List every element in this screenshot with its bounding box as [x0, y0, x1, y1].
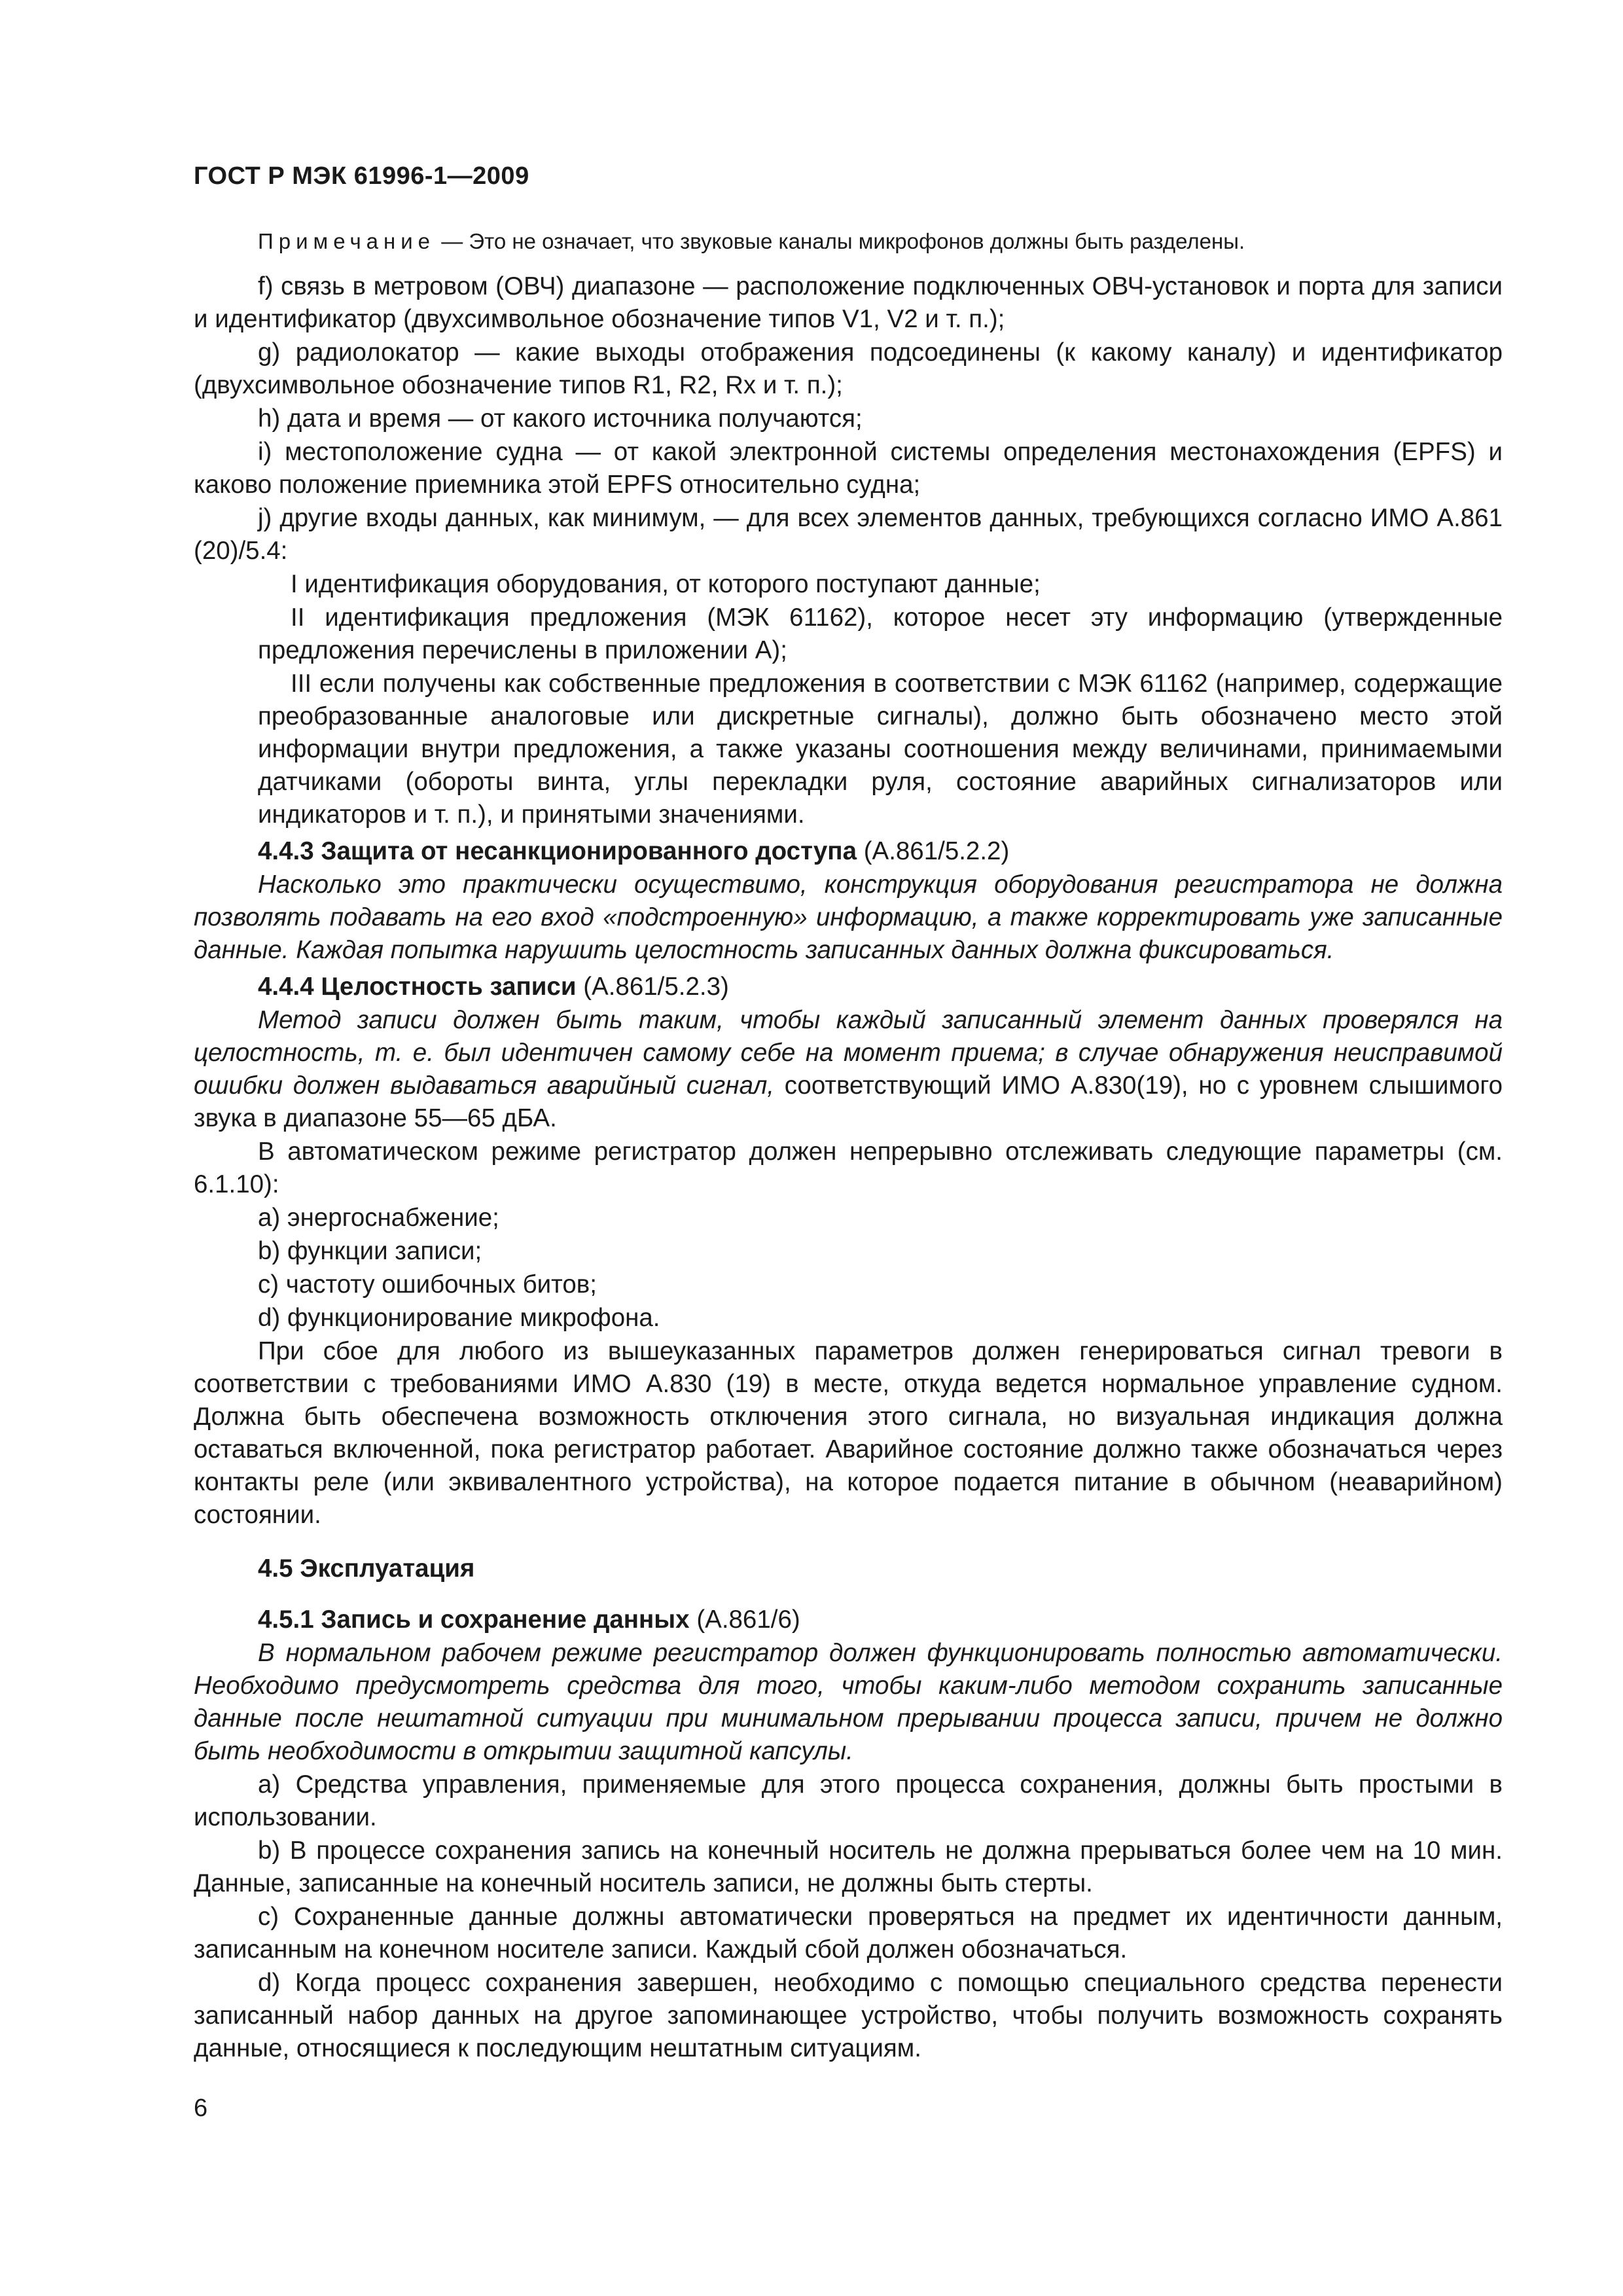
save-item-d: d) Когда процесс сохранения завершен, необходимо с помощью специального средства перенести записанный набор данных на другое запоминающее устройство, чтобы получить возможность сохранять данные, относящиеся к последующим нештатным ситуациям. [194, 1969, 1503, 2062]
section-451-heading [194, 1604, 1503, 1636]
section-451-ref: (А.861/6) [696, 1605, 800, 1634]
note-text: — Это не означает, что звуковые каналы микрофонов должны быть разделены. [441, 229, 1245, 253]
sublist-item-2: II идентификация предложения (МЭК 61162), которое несет эту информацию (утвержденные предложения перечислены в приложении А); [258, 603, 1503, 664]
save-item-c: c) Сохраненные данные должны автоматически проверяться на предмет их идентичности данным, записанным на конечном носителе записи. Каждый сбой должен обозначаться. [194, 1903, 1503, 1964]
list-item-j: j) другие входы данных, как минимум, — для всех элементов данных, требующихся согласно ИМО А.861 (20)/5.4: [194, 504, 1503, 565]
list-item-g: g) радиолокатор — какие выходы отображения подсоединены (к какому каналу) и идентификатор (двухсимвольное обозначение типов R1, R2, Rx и т. п.); [194, 338, 1503, 399]
list-item-i: i) местоположение судна — от какой электронной системы определения местонахождения (EPFS) и каково положение приемника этой EPFS относительно судна; [194, 438, 1503, 499]
note-paragraph [194, 226, 1503, 257]
section-443-text: Насколько это практически осуществимо, конструкция оборудования регистратора не должна позволять подавать на его вход «подстроенную» информацию, а также корректировать уже записанные данные. Каждая попытка нарушить целостность записанных данных должна фиксироваться. [194, 870, 1503, 964]
sublist-item-3: III если получены как собственные предложения в соответствии с МЭК 61162 (например, содержащие преобразованные аналоговые или дискретные сигналы), должно быть обозначено место этой информации внутри предложения, а также указаны соотношения между величинами, принимаемыми датчиками (обороты винта, углы перекладки руля, состояние аварийных сигнализаторов или индикаторов и т. п.), и принятыми значениями. [258, 670, 1503, 829]
param-item-c: c) частоту ошибочных битов; [258, 1270, 597, 1299]
document-body [194, 226, 1503, 2066]
page-number: 6 [194, 2094, 208, 2122]
param-item-d: d) функционирование микрофона. [258, 1304, 660, 1332]
section-444-text-normal: соответствующий ИМО А.830(19), но с уровнем слышимого звука в диапазоне 55—65 дБА. [194, 1071, 1503, 1132]
document-header: ГОСТ Р МЭК 61996-1—2009 [194, 162, 529, 190]
list-item-f: f) связь в метровом (ОВЧ) диапазоне — расположение подключенных ОВЧ-установок и порта для записи и идентификатор (двухсимвольное обозначение типов V1, V2 и т. п.); [194, 272, 1503, 333]
param-item-a: a) энергоснабжение; [258, 1204, 499, 1232]
section-45-heading [194, 1552, 1503, 1585]
save-item-b: b) В процессе сохранения запись на конечный носитель не должна прерываться более чем на 10 мин. Данные, записанные на конечный носитель записи, не должны быть стерты. [194, 1837, 1503, 1897]
section-451-text: В нормальном рабочем режиме регистратор должен функционировать полностью автоматически. Необходимо предусмотреть средства для того, чтобы каким-либо методом сохранить записанные данные после нештатной ситуации при минимальном прерывании процесса записи, причем не должно быть необходимости в открытии защитной капсулы. [194, 1639, 1503, 1765]
section-443-ref: (А.861/5.2.2) [863, 837, 1010, 865]
section-443-title: Защита от несанкционированного доступа [321, 837, 857, 865]
section-444-text [194, 1004, 1503, 1135]
section-444-auto-paragraph: В автоматическом режиме регистратор должен непрерывно отслеживать следующие параметры (см. 6.1.10): [194, 1138, 1503, 1198]
section-451-number: 4.5.1 [258, 1605, 314, 1634]
section-444-title: Целостность записи [321, 973, 577, 1001]
section-444-heading [194, 971, 1503, 1003]
note-label: Примечание [258, 229, 436, 253]
section-444-number: 4.4.4 [258, 973, 314, 1001]
section-443-heading [194, 835, 1503, 868]
section-444-failure-paragraph: При сбое для любого из вышеуказанных параметров должен генерироваться сигнал тревоги в соответствии с требованиями ИМО А.830 (19) в месте, откуда ведется нормальное управление судном. Должна быть обеспечена возможность отключения этого сигнала, но визуальная индикация должна оставаться включенной, пока регистратор работает. Аварийное состояние должно также обозначаться через контакты реле (или эквивалентного устройства), на которое подается питание в обычном (неаварийном) состоянии. [194, 1337, 1503, 1529]
param-item-b: b) функции записи; [258, 1237, 482, 1265]
section-451-title: Запись и сохранение данных [321, 1605, 690, 1634]
section-45-number: 4.5 [258, 1554, 293, 1583]
section-444-ref: (А.861/5.2.3) [583, 973, 729, 1001]
section-443-number: 4.4.3 [258, 837, 314, 865]
section-444-text-italic: Метод записи должен быть таким, чтобы каждый записанный элемент данных проверялся на целостность, т. е. был идентичен самому себе на момент приема; в случае обнаружения неисправимой ошибки должен выдаваться аварийный сигнал, [194, 1006, 1503, 1100]
sublist-item-1: I идентификация оборудования, от которого поступают данные; [291, 570, 1041, 598]
list-item-h: h) дата и время — от какого источника получаются; [258, 404, 863, 433]
section-45-title: Эксплуатация [300, 1554, 475, 1583]
save-item-a: a) Средства управления, применяемые для этого процесса сохранения, должны быть простыми в использовании. [194, 1770, 1503, 1831]
